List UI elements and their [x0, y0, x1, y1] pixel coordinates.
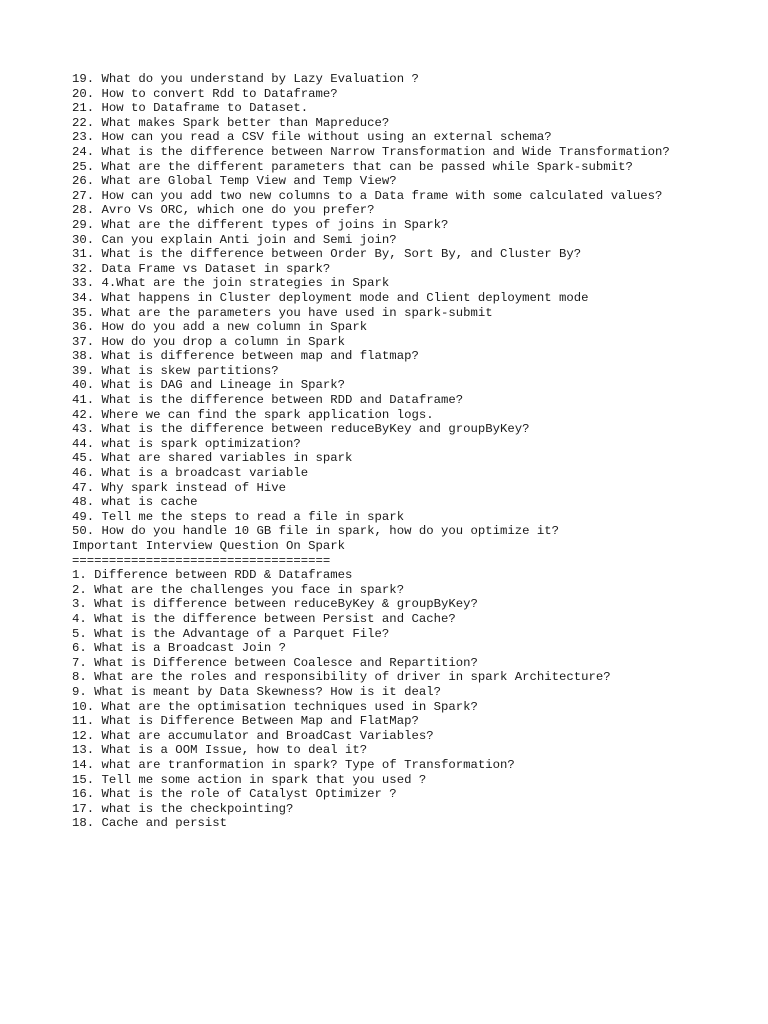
- text-line: 46. What is a broadcast variable: [72, 466, 309, 481]
- text-line: Important Interview Question On Spark: [72, 539, 346, 553]
- text-line: 44. what is spark optimization?: [72, 436, 301, 451]
- text-line: 39. What is skew partitions?: [72, 363, 279, 378]
- text-line: 37. How do you drop a column in Spark: [72, 334, 346, 349]
- text-line: 26. What are Global Temp View and Temp View?: [72, 174, 397, 189]
- text-line: 32. Data Frame vs Dataset in spark?: [72, 261, 331, 276]
- text-line: 42. Where we can find the spark application logs.: [72, 407, 434, 422]
- text-line: 30. Can you explain Anti join and Semi join?: [72, 232, 397, 247]
- text-line: 41. What is the difference between RDD and Dataframe?: [72, 393, 464, 408]
- text-line: 34. What happens in Cluster deployment mode and Client deployment mode: [72, 290, 589, 305]
- text-line: 22. What makes Spark better than Mapreduce?: [72, 115, 390, 130]
- text-line: 20. How to convert Rdd to Dataframe?: [72, 86, 338, 101]
- document-text: [72, 72, 752, 831]
- text-line: 24. What is the difference between Narrow Transformation and Wide Transformation?: [72, 144, 670, 159]
- text-line: 47. Why spark instead of Hive: [72, 480, 287, 495]
- text-line: 43. What is the difference between reduceByKey and groupByKey?: [72, 422, 530, 437]
- text-line: 27. How can you add two new columns to a Data frame with some calculated values?: [72, 188, 663, 203]
- text-line: 35. What are the parameters you have used in spark-submit: [72, 305, 493, 320]
- text-line: 17. what is the checkpointing?: [72, 801, 294, 816]
- text-line: 5. What is the Advantage of a Parquet File?: [72, 626, 390, 641]
- text-line: 28. Avro Vs ORC, which one do you prefer?: [72, 203, 375, 218]
- text-line: 49. Tell me the steps to read a file in spark: [72, 509, 405, 524]
- text-line: 3. What is difference between reduceByKey & groupByKey?: [72, 597, 478, 612]
- text-line: 11. What is Difference Between Map and FlatMap?: [72, 714, 419, 729]
- text-line: 33. 4.What are the join strategies in Spark: [72, 276, 390, 291]
- text-line: 23. How can you read a CSV file without using an external schema?: [72, 130, 552, 145]
- text-line: 6. What is a Broadcast Join ?: [72, 641, 287, 656]
- text-line: 48. what is cache: [72, 495, 198, 510]
- text-line: 21. How to Dataframe to Dataset.: [72, 101, 309, 116]
- text-line: 8. What are the roles and responsibility of driver in spark Architecture?: [72, 670, 611, 685]
- text-line: 31. What is the difference between Order By, Sort By, and Cluster By?: [72, 247, 582, 262]
- text-line: 18. Cache and persist: [72, 816, 227, 831]
- text-line: 7. What is Difference between Coalesce and Repartition?: [72, 655, 478, 670]
- text-line: 9. What is meant by Data Skewness? How is it deal?: [72, 684, 441, 699]
- text-line: 15. Tell me some action in spark that you used ?: [72, 772, 427, 787]
- text-line: ===================================: [72, 553, 331, 568]
- text-line: 16. What is the role of Catalyst Optimizer ?: [72, 787, 397, 802]
- text-line: 13. What is a OOM Issue, how to deal it?: [72, 743, 368, 758]
- text-line: 19. What do you understand by Lazy Evaluation ?: [72, 72, 419, 86]
- text-line: 14. what are tranformation in spark? Type of Transformation?: [72, 757, 515, 772]
- text-line: 40. What is DAG and Lineage in Spark?: [72, 378, 346, 393]
- text-line: 10. What are the optimisation techniques used in Spark?: [72, 699, 478, 714]
- text-line: 2. What are the challenges you face in spark?: [72, 582, 405, 597]
- text-line: 29. What are the different types of joins in Spark?: [72, 217, 449, 232]
- text-line: 12. What are accumulator and BroadCast Variables?: [72, 728, 434, 743]
- text-line: 50. How do you handle 10 GB file in spark, how do you optimize it?: [72, 524, 560, 539]
- text-line: 25. What are the different parameters that can be passed while Spark-submit?: [72, 159, 633, 174]
- text-line: 45. What are shared variables in spark: [72, 451, 353, 466]
- text-line: 1. Difference between RDD & Dataframes: [72, 568, 353, 583]
- text-line: 36. How do you add a new column in Spark: [72, 320, 368, 335]
- text-line: 4. What is the difference between Persist and Cache?: [72, 611, 456, 626]
- text-line: 38. What is difference between map and flatmap?: [72, 349, 419, 364]
